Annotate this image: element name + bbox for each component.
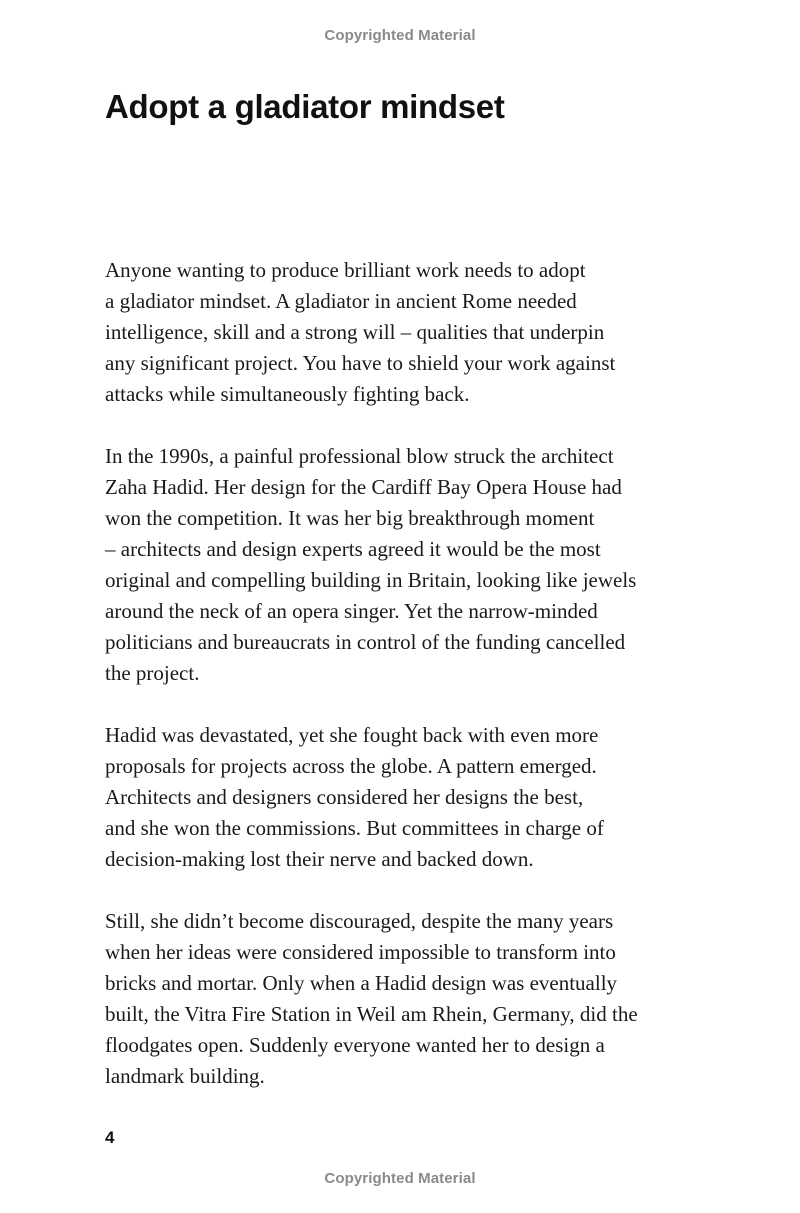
page-number: 4	[105, 1128, 115, 1147]
text-line: – architects and design experts agreed it would be the most	[105, 537, 601, 561]
text-line: Anyone wanting to produce brilliant work needs to adopt	[105, 258, 586, 282]
text-line: floodgates open. Suddenly everyone wanted her to design a	[105, 1033, 605, 1057]
paragraph	[105, 255, 705, 410]
text-line: proposals for projects across the globe. A pattern emerged.	[105, 754, 597, 778]
text-line: Zaha Hadid. Her design for the Cardiff Bay Opera House had	[105, 475, 622, 499]
text-line: decision-making lost their nerve and backed down.	[105, 847, 534, 871]
watermark-top: Copyrighted Material	[324, 27, 476, 44]
text-line: landmark building.	[105, 1064, 265, 1088]
text-line: Still, she didn’t become discouraged, despite the many years	[105, 909, 614, 933]
text-line: Hadid was devastated, yet she fought back with even more	[105, 723, 599, 747]
text-line: won the competition. It was her big breakthrough moment	[105, 506, 595, 530]
text-line: bricks and mortar. Only when a Hadid design was eventually	[105, 971, 618, 995]
text-line: when her ideas were considered impossible to transform into	[105, 940, 616, 964]
text-line: a gladiator mindset. A gladiator in ancient Rome needed	[105, 289, 577, 313]
paragraph	[105, 720, 705, 875]
text-line: politicians and bureaucrats in control of the funding cancelled	[105, 630, 626, 654]
text-line: original and compelling building in Britain, looking like jewels	[105, 568, 637, 592]
watermark-bottom: Copyrighted Material	[324, 1170, 476, 1187]
paragraph	[105, 906, 705, 1092]
text-line: Architects and designers considered her designs the best,	[105, 785, 584, 809]
page-title: Adopt a gladiator mindset	[105, 88, 505, 125]
text-line: attacks while simultaneously fighting back.	[105, 382, 470, 406]
text-line: and she won the commissions. But committees in charge of	[105, 816, 604, 840]
text-line: intelligence, skill and a strong will – qualities that underpin	[105, 320, 605, 344]
text-line: around the neck of an opera singer. Yet the narrow-minded	[105, 599, 598, 623]
text-line: the project.	[105, 661, 200, 685]
text-line: In the 1990s, a painful professional blow struck the architect	[105, 444, 614, 468]
text-line: built, the Vitra Fire Station in Weil am Rhein, Germany, did the	[105, 1002, 638, 1026]
body-text	[105, 255, 705, 1123]
text-line: any significant project. You have to shield your work against	[105, 351, 616, 375]
paragraph	[105, 441, 705, 689]
